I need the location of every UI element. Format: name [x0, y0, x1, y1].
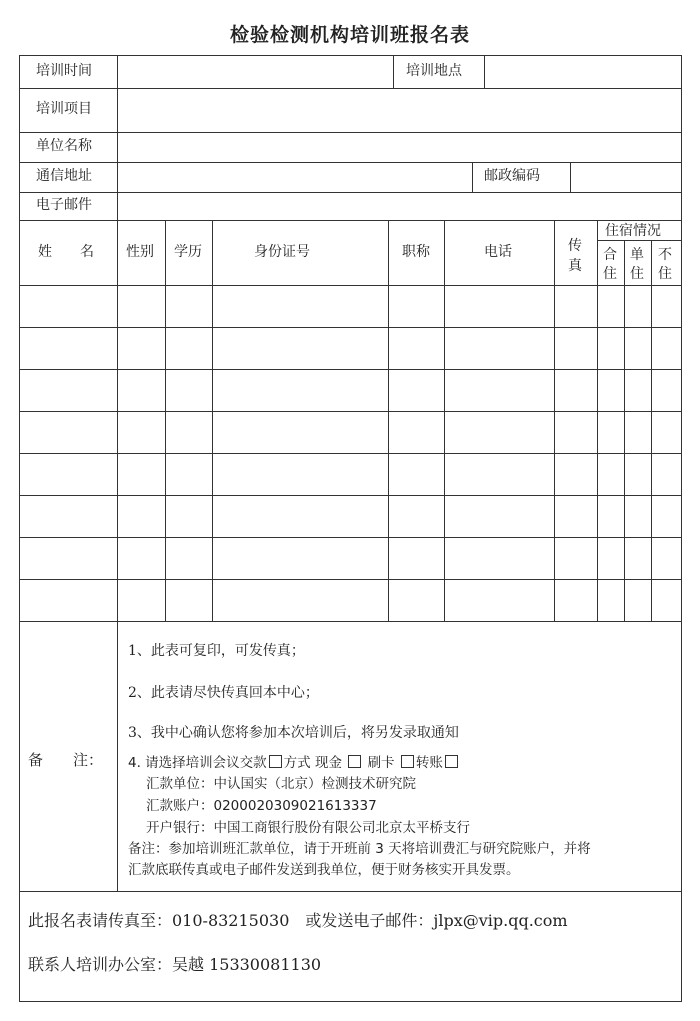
payment-prompt: 4. 请选择培训会议交款	[128, 755, 267, 771]
id-number-header: 身份证号	[254, 244, 310, 260]
training-project-label: 培训项目	[36, 101, 92, 117]
training-location-label: 培训地点	[406, 63, 462, 79]
contact-info: 联系人培训办公室：吴越 15330081130	[28, 955, 322, 974]
fax-header: 传真	[568, 238, 582, 274]
phone-header: 电话	[484, 244, 512, 260]
remark-item-1: 1、此表可复印，可发传真；	[128, 643, 305, 659]
address-label: 通信地址	[36, 168, 92, 184]
cash-checkbox[interactable]	[348, 755, 361, 768]
remarks-label: 备 注：	[28, 751, 104, 769]
remark-item-3: 3、我中心确认您将参加本次培训后，将另发录取通知	[128, 725, 459, 741]
postal-code-label: 邮政编码	[484, 168, 540, 184]
email-label: 电子邮件	[36, 197, 92, 213]
lodging-none-header: 不住	[658, 247, 672, 282]
card-checkbox[interactable]	[401, 755, 414, 768]
training-time-label: 培训时间	[36, 63, 92, 79]
payee-bank: 开户银行：中国工商银行股份有限公司北京太平桥支行	[146, 820, 470, 836]
lodging-shared-header: 合住	[603, 247, 617, 282]
lodging-header: 住宿情况	[605, 223, 661, 239]
cash-option-label: 现金	[314, 755, 342, 771]
payee-account: 汇款账户：0200020309021613337	[146, 798, 377, 814]
card-option-label: 刷卡	[367, 755, 395, 771]
payment-options	[128, 751, 460, 771]
education-header: 学历	[174, 244, 202, 260]
fax-email-instruction: 此报名表请传真至：010-83215030 或发送电子邮件：jlpx@vip.qq.com	[28, 911, 568, 930]
payment-method-text: 方式	[283, 755, 311, 771]
unit-name-label: 单位名称	[36, 138, 92, 154]
lodging-single-header: 单住	[630, 247, 644, 282]
payment-note-line-1: 备注：参加培训班汇款单位，请于开班前 3 天将培训费汇与研究院账户，并将	[128, 841, 591, 857]
remark-item-2: 2、此表请尽快传真回本中心；	[128, 685, 319, 701]
transfer-option-label: 转账	[415, 755, 443, 771]
transfer-checkbox[interactable]	[445, 755, 458, 768]
payee-unit: 汇款单位：中认国实（北京）检测技术研究院	[146, 776, 416, 792]
name-header: 姓 名	[38, 244, 94, 260]
form-title: 检验检测机构培训班报名表	[229, 24, 470, 46]
gender-header: 性别	[126, 244, 154, 260]
method-checkbox[interactable]	[269, 755, 282, 768]
payment-note-line-2: 汇款底联传真或电子邮件发送到我单位，便于财务核实开具发票。	[128, 862, 520, 878]
title-header: 职称	[402, 244, 430, 260]
